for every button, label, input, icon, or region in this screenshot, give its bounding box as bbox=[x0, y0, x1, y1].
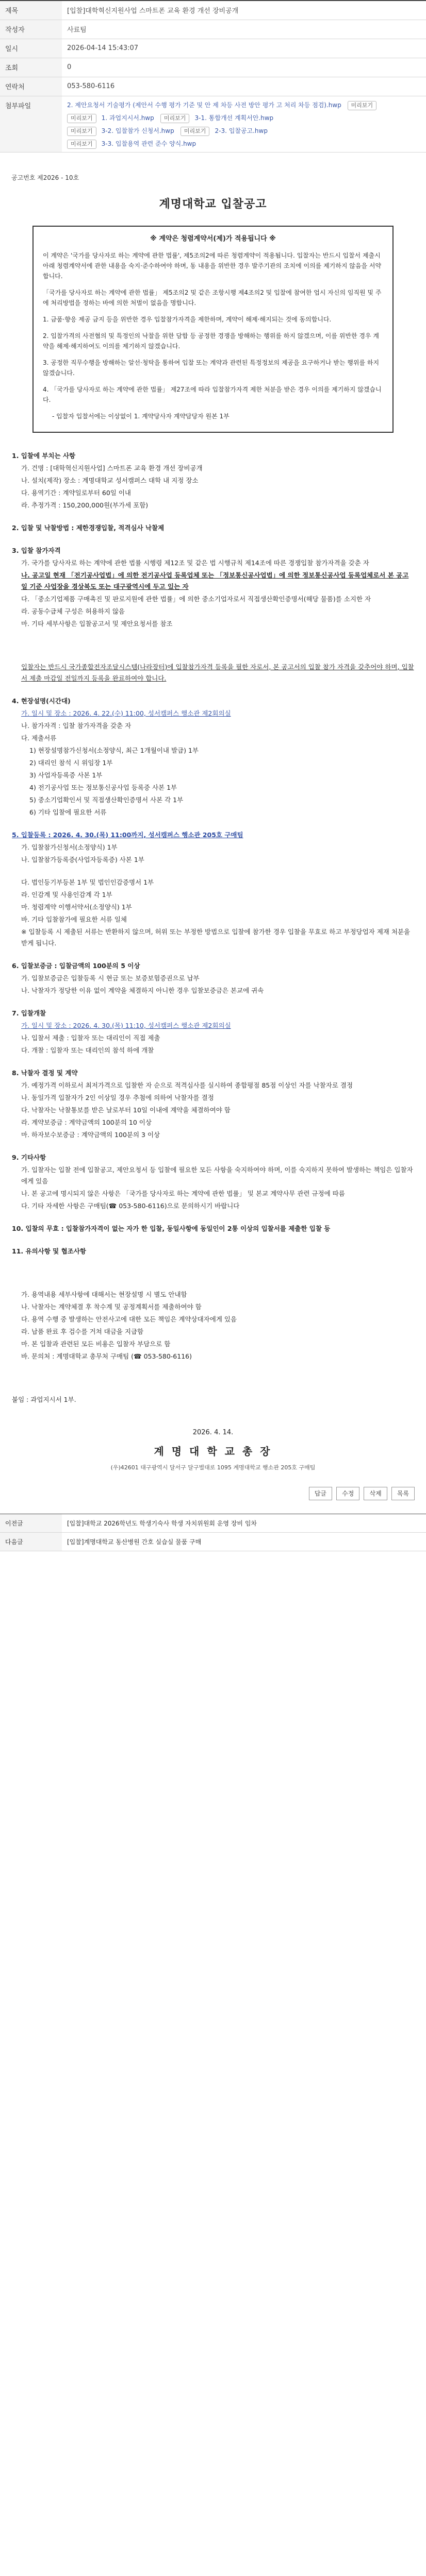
guide-paragraph: 1. 금품·향응 제공 금지 등을 위반한 경우 입찰참가자격을 제한하며, 계약이 해제·해지되는 것에 동의합니다. bbox=[43, 315, 332, 323]
section-line: 라. 공동수급체 구성은 허용하지 않음 bbox=[21, 607, 125, 615]
section-line: 가. 일시 및 장소 : 2026. 4. 22.(수) 11:00, 성서캠퍼스 행소관 제2회의실 bbox=[21, 709, 231, 717]
section-line: 가. 예정가격 이하로서 최저가격으로 입찰한 자 순으로 적격심사를 실시하여 종합평점 85점 이상인 자를 낙찰자로 결정 bbox=[21, 1081, 353, 1089]
section-line: 라. 인감계 및 사용인감계 각 1부 bbox=[21, 890, 112, 899]
section-line: 가. 일시 및 장소 : 2026. 4. 30.(목) 11:10, 성서캠퍼스 행소관 제2회의실 bbox=[21, 1021, 231, 1029]
section-paragraph: 입찰자는 반드시 국가종합전자조달시스템(나라장터)에 입찰참가자격 등록을 필한 자로서, 본 공고서의 입찰 참가 자격을 갖추어야 하며, 입찰서 제출 마감일 전일까지 등록을 완료하여야 합니다. bbox=[21, 663, 414, 682]
integrity-contract-box bbox=[32, 226, 394, 433]
section-line: 2) 대리인 참석 시 위임장 1부 bbox=[29, 758, 113, 767]
attachment-link[interactable]: 2-3. 입찰공고.hwp bbox=[215, 127, 268, 134]
section-line: 가. 입찰참가신청서(소정양식) 1부 bbox=[21, 843, 118, 851]
section-line: 다. 용역 수행 중 발생하는 안전사고에 대한 모든 책임은 계약상대자에게 있음 bbox=[21, 1315, 237, 1323]
preview-button[interactable]: 미리보기 bbox=[67, 140, 96, 149]
guide-subnote: - 입찰자 입찰서에는 이상없이 1. 계약당사자 계약담당자 원본 1부 bbox=[52, 412, 230, 420]
next-post-link[interactable]: [입찰]계명대학교 동산병원 간호 실습실 물품 구매 bbox=[62, 1532, 426, 1551]
notice-sections bbox=[12, 450, 414, 1473]
preview-button[interactable]: 미리보기 bbox=[67, 114, 96, 123]
section-line: 바. 문의처 : 계명대학교 총무처 구매팀 (☎ 053-580-6116) bbox=[21, 1352, 192, 1360]
guide-paragraph: 이 계약은 '국가를 당사자로 하는 계약에 관한 법률', 제5조의2에 따른 청렴계약이 적용됩니다. 입찰자는 반드시 입찰서 제출시 아래 청렴계약서에 관한 내용을 숙지·준수하여야 하며, 동 내용을 위반한 경우 발주기관의 조치에 이의를 제기하지 않음을 서약합니다. bbox=[43, 251, 382, 280]
section-line: 나. 낙찰자가 정당한 이유 없이 계약을 체결하지 아니한 경우 입찰보증금은 본교에 귀속 bbox=[21, 986, 264, 994]
section-line: 마. 본 입찰과 관련된 모든 비용은 입찰자 부담으로 함 bbox=[21, 1340, 171, 1348]
notice-address: (우)42601 대구광역시 달서구 달구벌대로 1095 계명대학교 행소관 205호 구매팀 bbox=[110, 1464, 316, 1471]
attachment-line bbox=[67, 113, 421, 123]
list-button[interactable]: 목록 bbox=[391, 1487, 415, 1500]
attachment-line bbox=[67, 126, 421, 136]
section-line: 다. 기타 자세한 사항은 구매팀(☎ 053-580-6116)으로 문의하시기 바랍니다 bbox=[21, 1201, 240, 1210]
section-line: 라. 납품 완료 후 검수를 거쳐 대금을 지급함 bbox=[21, 1327, 144, 1335]
closing-attachment-note: 붙임 : 과업지시서 1부. bbox=[12, 1395, 76, 1403]
section-line: 다. 용역기간 : 계약일로부터 60일 이내 bbox=[21, 488, 132, 497]
meta-value: [입찰]대학혁신지원사업 스마트폰 교육 환경 개선 장비공개 bbox=[62, 1, 426, 20]
section-line: 가. 용역내용 세부사항에 대해서는 현장설명 시 별도 안내함 bbox=[21, 1290, 187, 1298]
meta-label: 조회 bbox=[0, 58, 62, 77]
section-line: 라. 계약보증금 : 계약금액의 100분의 10 이상 bbox=[21, 1118, 152, 1126]
section-line: 3) 사업자등록증 사본 1부 bbox=[29, 771, 103, 779]
section-title: 1. 입찰에 부치는 사항 bbox=[12, 451, 76, 460]
section-title: 2. 입찰 및 낙찰방법 : 제한경쟁입찰, 적격심사 낙찰제 bbox=[12, 523, 165, 532]
meta-label: 첨부파일 bbox=[0, 96, 62, 152]
preview-button[interactable]: 미리보기 bbox=[160, 114, 190, 123]
section-line: 다. 낙찰자는 낙찰통보를 받은 날로부터 10일 이내에 계약을 체결하여야 함 bbox=[21, 1106, 231, 1114]
meta-label: 제목 bbox=[0, 1, 62, 20]
board-action-bar bbox=[0, 1473, 426, 1500]
meta-label: 작성자 bbox=[0, 20, 62, 39]
notice-date: 2026. 4. 14. bbox=[192, 1428, 234, 1436]
section-title: 9. 기타사항 bbox=[12, 1153, 46, 1161]
meta-value: 2026-04-14 15:43:07 bbox=[62, 39, 426, 58]
edit-button[interactable]: 수정 bbox=[336, 1487, 359, 1500]
section-line: 다. 법인등기부등본 1부 및 법인인감증명서 1부 bbox=[21, 878, 154, 886]
prev-next-nav bbox=[0, 1514, 426, 1551]
guide-paragraph: 2. 입찰가격의 사전협의 및 특정인의 낙찰을 위한 담합 등 공정한 경쟁을 방해하는 행위를 하지 않겠으며, 이를 위반한 경우 계약을 해제·해지하여도 이의를 제기하지 않겠습니다. bbox=[43, 332, 379, 350]
section-line: 바. 기타 입찰참가에 필요한 서류 일체 bbox=[21, 915, 127, 923]
section-line: 나. 본 공고에 명시되지 않은 사항은 「국가를 당사자로 하는 계약에 관한 법률」 및 본교 계약사무 관련 규정에 따름 bbox=[21, 1189, 345, 1197]
guide-title: ※ 계약은 청렴계약서(제)가 적용됩니다 ※ bbox=[150, 234, 276, 243]
section-line: 나. 동일가격 입찰자가 2인 이상일 경우 추첨에 의하여 낙찰자를 결정 bbox=[21, 1093, 214, 1101]
next-post-row bbox=[0, 1532, 426, 1551]
attachment-line bbox=[67, 139, 421, 149]
meta-row-attachments bbox=[0, 96, 426, 152]
section-line: 다. 제출서류 bbox=[21, 734, 57, 742]
reply-button[interactable]: 답글 bbox=[309, 1487, 332, 1500]
section-line: 마. 기타 세부사항은 입찰공고서 및 제안요청서를 참조 bbox=[21, 619, 173, 628]
meta-value: 사료팀 bbox=[62, 20, 426, 39]
section-line: 마. 하자보수보증금 : 계약금액의 100분의 3 이상 bbox=[21, 1130, 160, 1139]
meta-value: 053-580-6116 bbox=[62, 77, 426, 96]
attachment-link[interactable]: 2. 제안요청서 기술평가 (제안서 수행 평가 기준 및 안 제 차등 사전 방안 평가 고 처리 차등 점검).hwp bbox=[67, 101, 341, 109]
meta-value: 0 bbox=[62, 58, 426, 77]
section-line: 나. 입찰서 제출 : 입찰자 또는 대리인이 직접 제출 bbox=[21, 1033, 160, 1042]
section-line: 라. 추정가격 : 150,200,000원(부가세 포함) bbox=[21, 501, 149, 509]
section-title: 6. 입찰보증금 : 입찰금액의 100분의 5 이상 bbox=[12, 961, 140, 970]
meta-label: 연락처 bbox=[0, 77, 62, 96]
section-line: 나. 입찰참가등록증(사업자등록증) 사본 1부 bbox=[21, 855, 144, 863]
section-title: 11. 유의사항 및 협조사항 bbox=[12, 1247, 86, 1255]
notice-signature: 계 명 대 학 교 총 장 bbox=[154, 1445, 272, 1458]
attachment-link[interactable]: 3-3. 입찰용역 관련 준수 양식.hwp bbox=[101, 140, 196, 147]
section-line: 4) 전기공사업 또는 정보통신공사업 등록증 사본 1부 bbox=[29, 783, 177, 791]
section-line: 마. 청렴계약 이행서약서(소정양식) 1부 bbox=[21, 903, 132, 911]
section-line: 다. 「중소기업제품 구매촉진 및 판로지원에 관한 법률」에 의한 중소기업자로서 직접생산확인증명서(해당 물품)를 소지한 자 bbox=[21, 595, 371, 603]
meta-row-author bbox=[0, 20, 426, 39]
preview-button[interactable]: 미리보기 bbox=[348, 101, 377, 110]
guide-paragraph: 4. 「국가를 당사자로 하는 계약에 관한 법률」 제27조에 따라 입찰참가자격 제한 처분을 받은 경우 이의를 제기하지 않겠습니다. bbox=[43, 385, 382, 403]
attachment-link[interactable]: 3-2. 입찰참가 신청서.hwp bbox=[101, 127, 174, 134]
next-post-label: 다음글 bbox=[0, 1532, 62, 1551]
section-line: 나. 설치(제작) 장소 : 계명대학교 성서캠퍼스 대학 내 지정 장소 bbox=[21, 476, 199, 484]
section-title: 8. 낙찰자 결정 및 계약 bbox=[12, 1069, 78, 1077]
delete-button[interactable]: 삭제 bbox=[364, 1487, 387, 1500]
prev-post-label: 이전글 bbox=[0, 1514, 62, 1532]
attachment-link[interactable]: 3-1. 통합개선 계획서안.hwp bbox=[194, 114, 274, 122]
guide-paragraph: 「국가를 당사자로 하는 계약에 관한 법률」 제5조의2 및 같은 조항시행 제4조의2 및 입찰에 참여한 업시 자신의 임직원 및 주에 처리방법을 정하는 바에 의한 처벌이 없음을 명합니다. bbox=[43, 289, 382, 307]
meta-row-contact bbox=[0, 77, 426, 96]
document-number: 공고번호 제2026 - 10호 bbox=[11, 174, 79, 181]
section-title: 10. 입찰의 무효 : 입찰참가자격이 없는 자가 한 입찰, 동일사항에 동일인이 2통 이상의 입찰서를 제출한 입찰 등 bbox=[12, 1224, 331, 1232]
preview-button[interactable]: 미리보기 bbox=[181, 127, 210, 136]
meta-row-date bbox=[0, 39, 426, 58]
attachment-link[interactable]: 1. 과업지시서.hwp bbox=[101, 114, 154, 122]
section-line: 1) 현장설명참가신청서(소정양식, 최근 1개월이내 발급) 1부 bbox=[29, 746, 199, 754]
section-line: 5) 중소기업확인서 및 직접생산확인증명서 사본 각 1부 bbox=[29, 795, 184, 804]
meta-row-title bbox=[0, 1, 426, 20]
section-paragraph: ※ 입찰등록 시 제출된 서류는 반환하지 않으며, 허위 또는 부정한 방법으로 입찰에 참가한 경우 입찰을 무효로 하고 부정당업자 제재 처분을 받게 됩니다. bbox=[21, 927, 411, 947]
post-meta-table bbox=[0, 0, 426, 152]
guide-paragraph: 3. 공정한 직무수행을 방해하는 알선·청탁을 통하여 입찰 또는 계약과 관련된 특정정보의 제공을 요구하거나 받는 행위를 하지 않겠습니다. bbox=[43, 359, 380, 377]
meta-row-views bbox=[0, 58, 426, 77]
notice-content bbox=[0, 152, 426, 1473]
meta-label: 일시 bbox=[0, 39, 62, 58]
section-line: 가. 입찰보증금은 입찰등록 시 현금 또는 보증보험증권으로 납부 bbox=[21, 974, 200, 982]
section-title: 4. 현장설명(시간대) bbox=[12, 697, 71, 705]
section-line: 가. 건명 : [대학혁신지원사업] 스마트폰 교육 환경 개선 장비공개 bbox=[21, 464, 203, 472]
section-line: 가. 입찰자는 입찰 전에 입찰공고, 제안요청서 등 입찰에 필요한 모든 사항을 숙지하여야 하며, 이를 숙지하지 못하여 발생하는 책임은 입찰자에게 있음 bbox=[21, 1165, 413, 1185]
section-title: 5. 입찰등록 : 2026. 4. 30.(목) 11:00까지, 성서캠퍼스 행소관 205호 구매팀 bbox=[12, 831, 243, 839]
section-line: 나. 참가자격 : 입찰 참가자격을 갖춘 자 bbox=[21, 721, 132, 730]
section-line: 가. 국가를 당사자로 하는 계약에 관한 법률 시행령 제12조 및 같은 법 시행규칙 제14조에 따른 경쟁입찰 참가자격을 갖춘 자 bbox=[21, 558, 369, 567]
section-line: 6) 기타 입찰에 필요한 서류 bbox=[29, 808, 107, 816]
section-title: 7. 입찰개찰 bbox=[12, 1009, 46, 1017]
preview-button[interactable]: 미리보기 bbox=[67, 127, 96, 136]
section-line: 다. 개찰 : 입찰자 또는 대리인의 참석 하에 개찰 bbox=[21, 1046, 154, 1054]
attachment-list bbox=[62, 96, 426, 152]
notice-title: 계명대학교 입찰공고 bbox=[159, 197, 267, 211]
section-line: 나. 낙찰자는 계약체결 후 착수계 및 공정계획서를 제출하여야 함 bbox=[21, 1302, 202, 1311]
section-line: 나. 공고일 현재 「전기공사업법」에 의한 전기공사업 등록업체 또는 「정보통신공사업법」에 의한 정보통신공사업 등록업체로서 본 공고일 기준 사업장을 경상북도 또는 대구광역시에 두고 있는 자 bbox=[21, 571, 409, 590]
prev-post-row bbox=[0, 1514, 426, 1532]
section-title: 3. 입찰 참가자격 bbox=[12, 546, 61, 554]
attachment-item bbox=[67, 100, 421, 110]
prev-post-link[interactable]: [입찰]대학교 2026학년도 학생기숙사 학생 자치위원회 운영 장비 임차 bbox=[62, 1514, 426, 1532]
